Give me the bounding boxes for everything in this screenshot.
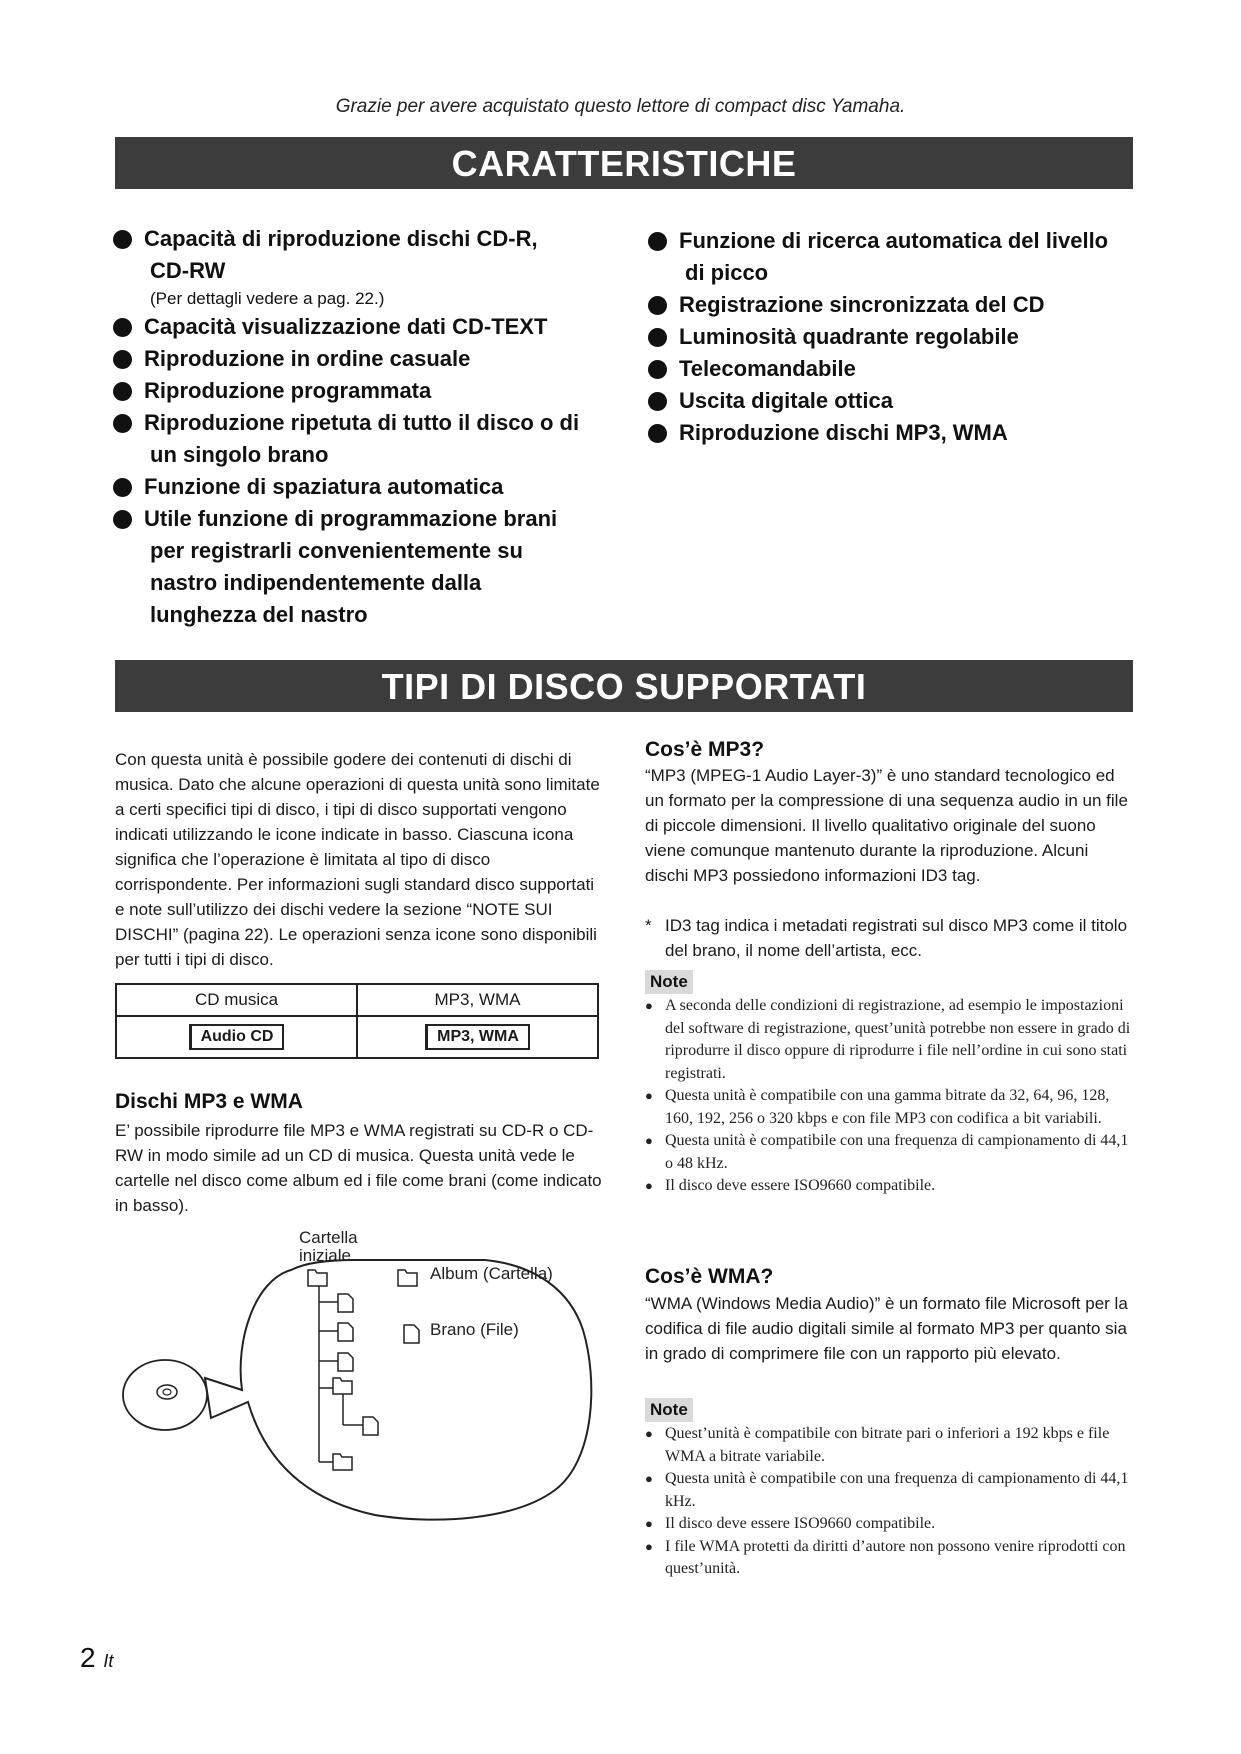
feature-text: Capacità visualizzazione dati CD-TEXT (144, 314, 548, 339)
note-item: ● Quest’unità è compatibile con bitrate pari o inferiori a 192 kbps e file WMA a bitrate variabile. (645, 1423, 1135, 1468)
feature-text: Registrazione sincronizzata del CD (679, 292, 1045, 317)
features-list-left (113, 223, 633, 631)
page-number-value: 2 (80, 1642, 96, 1673)
feature-text: Utile funzione di programmazione brani (144, 506, 558, 531)
mp3-wma-badge: MP3, WMA (425, 1024, 530, 1050)
file-icon (338, 1294, 353, 1312)
note-item: ● Il disco deve essere ISO9660 compatibile. (645, 1175, 1135, 1198)
feature-text-cont: lunghezza del nastro (150, 602, 368, 627)
legend-folder-icon (398, 1270, 417, 1286)
file-icon (363, 1417, 378, 1435)
feature-text-cont: nastro indipendentemente dalla (150, 570, 482, 595)
feature-text: Funzione di ricerca automatica del livello (679, 228, 1109, 253)
mp3-footnote: ID3 tag indica i metadati registrati sul disco MP3 come il titolo del brano, il nome dell’artista, ecc. (665, 916, 1128, 960)
feature-subnote: (Per dettagli vedere a pag. 22.) (150, 289, 385, 308)
table-header-mp3wma: MP3, WMA (357, 984, 598, 1016)
note-item: ● A seconda delle condizioni di registrazione, ad esempio le impostazioni del software di registrazione, quest’unità potrebbe non essere in grado di riprodurre il disco oppure di riprodurre i file nell’ordine in cui sono stati registrati. (645, 995, 1135, 1085)
feature-text: Riproduzione dischi MP3, WMA (679, 420, 1008, 445)
feature-text-cont: di picco (685, 260, 769, 285)
legend-album-label: Album (Cartella) (430, 1264, 553, 1283)
disc-types-title: TIPI DI DISCO SUPPORTATI (115, 660, 1133, 712)
feature-item (113, 407, 633, 471)
feature-text: Funzione di spaziatura automatica (144, 474, 504, 499)
folder-icon (333, 1378, 352, 1394)
note-item: ● Questa unità è compatibile con una gamma bitrate da 32, 64, 96, 128, 160, 192, 256 o 320 kbps e con file MP3 con codifica a bit variabili. (645, 1085, 1135, 1130)
wma-text: “WMA (Windows Media Audio)” è un formato file Microsoft per la codifica di file audio digitali simile al formato MP3 per quanto sia in grado di comprimere file con un rapporto più elevato. (645, 1294, 1128, 1363)
feature-item (113, 471, 633, 503)
feature-text: Riproduzione ripetuta di tutto il disco o di (144, 410, 580, 435)
folder-icon (333, 1454, 352, 1470)
feature-text: Telecomandabile (679, 356, 856, 381)
feature-item (648, 353, 1148, 385)
feature-item (648, 289, 1148, 321)
feature-item (113, 311, 633, 343)
root-folder-label: iniziale (299, 1246, 351, 1265)
legend-track-label: Brano (File) (430, 1320, 519, 1339)
note-item: ● Il disco deve essere ISO9660 compatibile. (645, 1513, 1135, 1536)
mp3-text: “MP3 (MPEG-1 Audio Layer-3)” è uno standard tecnologico ed un formato per la compressione di una sequenza audio in un file di piccole dimensioni. Il livello qualitativo originale del suono viene comunque mantenuto durante la riproduzione. Alcuni dischi MP3 possiedono informazioni ID3 tag. (645, 766, 1128, 885)
wma-notes (645, 1423, 1135, 1581)
feature-text-cont: CD-RW (150, 258, 226, 283)
mp3wma-text: E’ possibile riprodurre file MP3 e WMA registrati su CD-R o CD-RW in modo simile ad un CD di musica. Questa unità vede le cartelle nel disco come album ed i file come brani (come indicato in basso). (115, 1121, 602, 1215)
callout-bubble (205, 1260, 591, 1520)
feature-text: Riproduzione in ordine casuale (144, 346, 471, 371)
feature-item (113, 503, 633, 631)
wma-heading: Cos’è WMA? (645, 1265, 774, 1288)
feature-text: Luminosità quadrante regolabile (679, 324, 1019, 349)
mp3-note-label: Note (645, 970, 693, 994)
feature-item (648, 225, 1148, 289)
feature-text: Uscita digitale ottica (679, 388, 893, 413)
intro-text: Grazie per avere acquistato questo lettore di compact disc Yamaha. (335, 96, 906, 117)
feature-item (648, 385, 1148, 417)
file-icon (338, 1353, 353, 1371)
note-item: ● Questa unità è compatibile con una frequenza di campionamento di 44,1 o 48 kHz. (645, 1130, 1135, 1175)
feature-item (113, 343, 633, 375)
mp3wma-heading: Dischi MP3 e WMA (115, 1090, 303, 1113)
feature-item (113, 223, 633, 311)
folder-icon (308, 1270, 327, 1286)
audio-cd-badge: Audio CD (189, 1024, 285, 1050)
file-icon (338, 1323, 353, 1341)
table-cell-mp3wma-icon (357, 1016, 598, 1058)
note-item: ● I file WMA protetti da diritti d’autore non possono venire riprodotti con quest’unità. (645, 1536, 1135, 1581)
feature-text: Riproduzione programmata (144, 378, 432, 403)
features-title: CARATTERISTICHE (115, 137, 1133, 189)
disc-types-intro: Con questa unità è possibile godere dei contenuti di dischi di musica. Dato che alcune operazioni di questa unità sono limitate a certi specifici tipi di disco, i tipi di disco supportati vengono indicati utilizzando le icone indicate in basso. Ciascuna icona significa che l’operazione è limitata al tipo di disco corrispondente. Per informazioni sugli standard disco supportati e note sull’utilizzo dei dischi vedere la sezione “NOTE SUI DISCHI” (pagina 22). Le operazioni senza icone sono disponibili per tutti i tipi di disco. (115, 750, 600, 969)
page-number (80, 1642, 113, 1674)
table-cell-cd-icon (116, 1016, 357, 1058)
feature-text-cont: un singolo brano (150, 442, 329, 467)
wma-note-label: Note (645, 1398, 693, 1422)
page-language: It (103, 1651, 114, 1671)
mp3-notes (645, 995, 1135, 1198)
feature-item (648, 417, 1148, 449)
disc-type-table (115, 983, 599, 1059)
disc-icon (123, 1360, 207, 1430)
mp3-heading: Cos’è MP3? (645, 738, 765, 761)
features-list-right (648, 225, 1148, 449)
feature-item (113, 375, 633, 407)
feature-item (648, 321, 1148, 353)
legend-file-icon (404, 1325, 419, 1343)
note-item: ● Questa unità è compatibile con una frequenza di campionamento di 44,1 kHz. (645, 1468, 1135, 1513)
feature-text: Capacità di riproduzione dischi CD-R, (144, 226, 538, 251)
root-folder-label: Cartella (299, 1228, 358, 1247)
feature-text-cont: per registrarli convenientemente su (150, 538, 523, 563)
footnote-mark: * (645, 916, 652, 935)
table-header-cd: CD musica (116, 984, 357, 1016)
